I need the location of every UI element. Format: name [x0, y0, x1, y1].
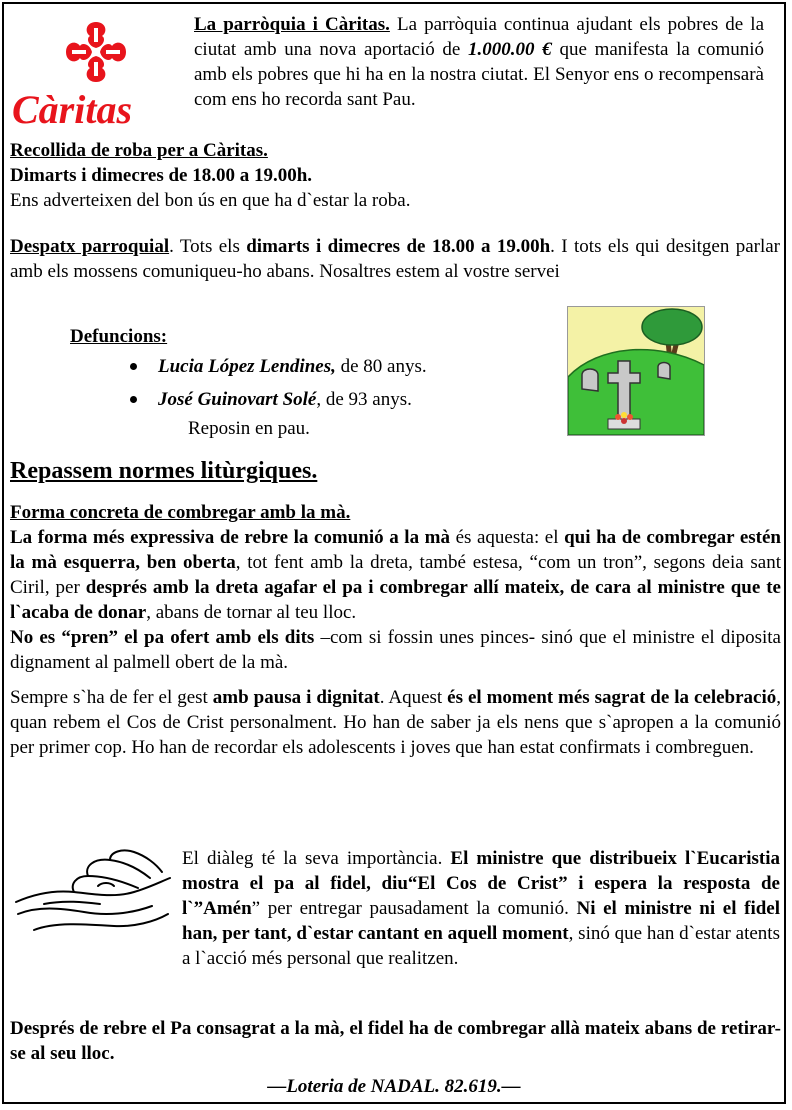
text-run: és aquesta: el: [449, 527, 565, 548]
text-run: amb pausa i dignitat: [212, 687, 380, 708]
bulletin-page: [2, 2, 786, 1104]
caritas-paragraph: La parròquia i Càritas. La parròquia continua ajudant els pobres de la ciutat amb una nova aportació de 1.000.00 € que manifesta la comunió amb els pobres que hi ha en la nostra ciutat. El Senyor ens o recompensarà com ens ho recorda sant Pau.: [194, 14, 765, 110]
caritas-heading: La parròquia i Càritas.: [194, 14, 390, 35]
text-run: . Aquest: [379, 687, 448, 708]
norms-paragraph-3: [10, 685, 781, 760]
norms-title: Repassem normes litùrgiques.: [10, 458, 318, 484]
donation-amount: 1.000.00 €: [468, 39, 552, 60]
office-paragraph: Despatx parroquial. Tots els dimarts i dimecres de 18.00 a 19.00h. I tots els qui desitgen parlar amb els mossens comuniqueu-ho abans. Nosaltres estem al vostre servei: [10, 236, 780, 282]
norms-paragraph-1: [10, 525, 781, 625]
text-run: és el moment més sagrat de la celebració: [447, 687, 777, 708]
text-run: Ni el ministre ni el fidel han, per tant, d`estar cantant en aquell moment: [182, 898, 780, 944]
office-schedule: dimarts i dimecres de 18.00 a 19.00h: [246, 236, 551, 257]
norms-paragraph-2: [10, 625, 781, 675]
text-run: La forma més expressiva de rebre la comunió a la mà: [10, 527, 450, 548]
cemetery-illustration: [567, 306, 705, 436]
text-run: El diàleg té la seva importància.: [182, 848, 451, 869]
clothes-schedule: Dimarts i dimecres de 18.00 a 19.00h.: [10, 165, 313, 186]
text-run: , quan rebem el Cos de Crist personalment. Ho han de saber ja els nens que s`apropen a la comunió per primer cop. Ho han de recordar els adolescents i joves que han estat confirmats i combreguen.: [10, 687, 782, 758]
norms-paragraph-4: [182, 846, 780, 971]
bullet: [130, 363, 137, 370]
text-run: El ministre que distribueix l`Eucaristia mostra el pa al fidel, diu“El Cos de Crist” i espera la resposta de l`”Amén: [182, 848, 780, 919]
text-run: després amb la dreta agafar el pa i combregar allí mateix, de cara al ministre que te l`acaba de donar: [10, 577, 781, 623]
caritas-logo-text: Càritas: [12, 87, 133, 132]
lottery-line: —Loteria de NADAL. 82.619.—: [267, 1076, 521, 1097]
text-run: –com si fossin unes pinces- sinó que el ministre el diposita dignament al palmell obert de la mà.: [10, 627, 781, 673]
text-run: , tot fent amb la dreta, també estesa, “com un tron”, segons deia sant Ciril, per: [10, 552, 781, 598]
text-run: qui ha de combregar estén la mà esquerra, ben oberta: [10, 527, 782, 573]
caritas-cross-icon: [62, 18, 130, 86]
hands-illustration: [14, 842, 174, 938]
norms-paragraph-5: Després de rebre el Pa consagrat a la mà, el fidel ha de combregar allà mateix abans de retirar-se al seu lloc.: [10, 1018, 781, 1064]
norms-subheading: Forma concreta de combregar amb la mà.: [10, 502, 351, 523]
deaths-heading: Defuncions:: [70, 326, 168, 347]
text-run: No es “pren” el pa ofert amb els dits: [10, 627, 315, 648]
death-item: Lucia López Lendines, de 80 anys.: [158, 356, 427, 377]
text-run: Sempre s`ha de fer el gest: [10, 687, 213, 708]
office-heading: Despatx parroquial: [10, 236, 170, 257]
clothes-collection-section: [10, 138, 770, 213]
clothes-note: Ens adverteixen del bon ús en que ha d`estar la roba.: [10, 190, 411, 211]
text-run: ” per entregar pausadament la comunió.: [251, 898, 577, 919]
death-item: José Guinovart Solé, de 93 anys.: [158, 389, 412, 410]
text-run: , abans de tornar al teu lloc.: [146, 602, 357, 623]
norms-body: [10, 500, 781, 760]
bullet: [130, 396, 137, 403]
deaths-closing: Reposin en pau.: [188, 418, 310, 439]
text-run: , sinó que han d`estar atents a l`acció més personal que realitzen.: [182, 923, 780, 969]
clothes-heading: Recollida de roba per a Càritas.: [10, 140, 268, 161]
